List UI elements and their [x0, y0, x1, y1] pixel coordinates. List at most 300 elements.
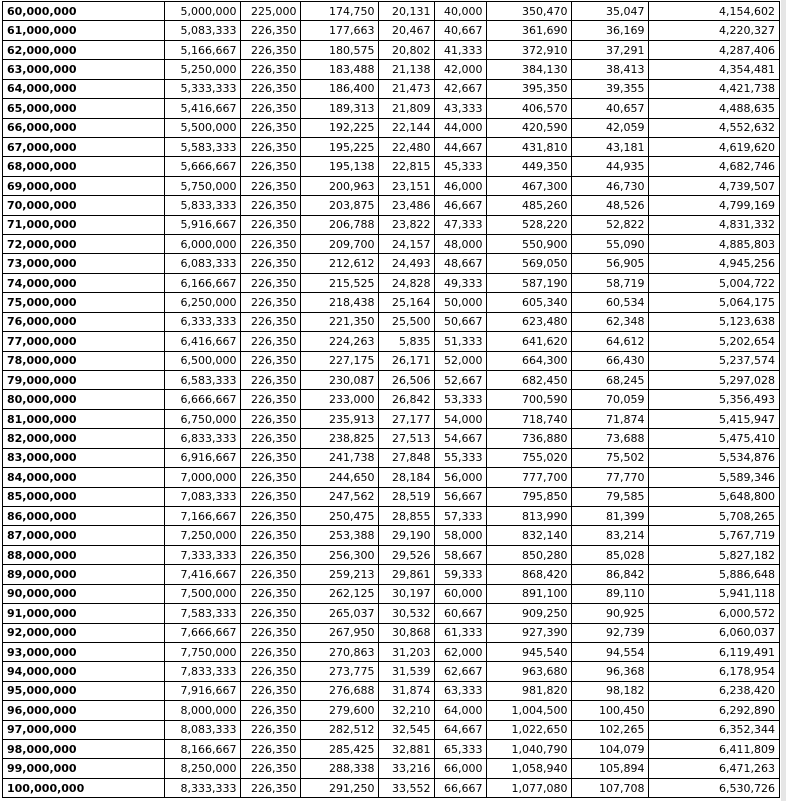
col-5-cell: 29,526	[378, 545, 434, 564]
col-2-cell: 7,916,667	[164, 681, 240, 700]
col-3-cell: 226,350	[240, 137, 300, 156]
col-6-cell: 65,333	[434, 740, 486, 759]
table-row	[3, 642, 779, 661]
col-7-cell: 963,680	[486, 662, 571, 681]
col-2-cell: 7,750,000	[164, 642, 240, 661]
col-7-cell: 868,420	[486, 565, 571, 584]
col-6-cell: 61,333	[434, 623, 486, 642]
col-6-cell: 52,667	[434, 371, 486, 390]
col-5-cell: 32,545	[378, 720, 434, 739]
col-8-cell: 35,047	[571, 2, 648, 21]
col-3-cell: 226,350	[240, 720, 300, 739]
gross-salary-cell: 63,000,000	[3, 60, 164, 79]
table-row	[3, 215, 779, 234]
col-8-cell: 42,059	[571, 118, 648, 137]
col-3-cell: 226,350	[240, 506, 300, 525]
net-amount-cell: 4,421,738	[648, 79, 779, 98]
col-3-cell: 226,350	[240, 662, 300, 681]
net-amount-cell: 5,648,800	[648, 487, 779, 506]
col-4-cell: 247,562	[300, 487, 378, 506]
col-7-cell: 1,058,940	[486, 759, 571, 778]
col-5-cell: 31,874	[378, 681, 434, 700]
col-7-cell: 1,077,080	[486, 778, 571, 797]
col-8-cell: 36,169	[571, 21, 648, 40]
col-6-cell: 62,000	[434, 642, 486, 661]
gross-salary-cell: 86,000,000	[3, 506, 164, 525]
col-3-cell: 226,350	[240, 196, 300, 215]
col-8-cell: 73,688	[571, 429, 648, 448]
col-4-cell: 195,138	[300, 157, 378, 176]
net-amount-cell: 6,238,420	[648, 681, 779, 700]
col-5-cell: 32,210	[378, 701, 434, 720]
col-6-cell: 49,333	[434, 273, 486, 292]
table-row	[3, 448, 779, 467]
net-amount-cell: 6,000,572	[648, 604, 779, 623]
col-2-cell: 6,083,333	[164, 254, 240, 273]
col-2-cell: 8,250,000	[164, 759, 240, 778]
col-5-cell: 24,157	[378, 235, 434, 254]
gross-salary-cell: 74,000,000	[3, 273, 164, 292]
col-6-cell: 64,667	[434, 720, 486, 739]
gross-salary-cell: 77,000,000	[3, 332, 164, 351]
gross-salary-cell: 93,000,000	[3, 642, 164, 661]
col-2-cell: 5,250,000	[164, 60, 240, 79]
gross-salary-cell: 88,000,000	[3, 545, 164, 564]
col-6-cell: 44,667	[434, 137, 486, 156]
col-6-cell: 57,333	[434, 506, 486, 525]
net-amount-cell: 6,060,037	[648, 623, 779, 642]
table-row	[3, 390, 779, 409]
col-7-cell: 981,820	[486, 681, 571, 700]
table-row	[3, 118, 779, 137]
gross-salary-cell: 95,000,000	[3, 681, 164, 700]
col-4-cell: 203,875	[300, 196, 378, 215]
col-6-cell: 41,333	[434, 40, 486, 59]
col-5-cell: 23,486	[378, 196, 434, 215]
col-4-cell: 227,175	[300, 351, 378, 370]
gross-salary-cell: 83,000,000	[3, 448, 164, 467]
gross-salary-cell: 94,000,000	[3, 662, 164, 681]
col-2-cell: 5,666,667	[164, 157, 240, 176]
col-8-cell: 104,079	[571, 740, 648, 759]
col-3-cell: 226,350	[240, 332, 300, 351]
col-2-cell: 5,750,000	[164, 176, 240, 195]
col-3-cell: 226,350	[240, 642, 300, 661]
col-6-cell: 44,000	[434, 118, 486, 137]
col-2-cell: 7,166,667	[164, 506, 240, 525]
col-4-cell: 177,663	[300, 21, 378, 40]
col-8-cell: 85,028	[571, 545, 648, 564]
net-amount-cell: 5,415,947	[648, 409, 779, 428]
col-8-cell: 62,348	[571, 312, 648, 331]
gross-salary-cell: 67,000,000	[3, 137, 164, 156]
col-3-cell: 225,000	[240, 2, 300, 21]
col-7-cell: 569,050	[486, 254, 571, 273]
col-3-cell: 226,350	[240, 487, 300, 506]
col-2-cell: 6,333,333	[164, 312, 240, 331]
col-6-cell: 53,333	[434, 390, 486, 409]
col-4-cell: 250,475	[300, 506, 378, 525]
col-8-cell: 66,430	[571, 351, 648, 370]
gross-salary-cell: 97,000,000	[3, 720, 164, 739]
table-row	[3, 545, 779, 564]
col-4-cell: 282,512	[300, 720, 378, 739]
col-5-cell: 20,802	[378, 40, 434, 59]
col-5-cell: 27,848	[378, 448, 434, 467]
col-6-cell: 51,333	[434, 332, 486, 351]
gross-salary-cell: 91,000,000	[3, 604, 164, 623]
col-7-cell: 1,004,500	[486, 701, 571, 720]
col-6-cell: 50,667	[434, 312, 486, 331]
col-5-cell: 33,552	[378, 778, 434, 797]
col-2-cell: 8,083,333	[164, 720, 240, 739]
gross-salary-cell: 61,000,000	[3, 21, 164, 40]
net-amount-cell: 5,827,182	[648, 545, 779, 564]
col-8-cell: 71,874	[571, 409, 648, 428]
col-5-cell: 26,171	[378, 351, 434, 370]
col-4-cell: 241,738	[300, 448, 378, 467]
col-7-cell: 736,880	[486, 429, 571, 448]
col-4-cell: 174,750	[300, 2, 378, 21]
col-3-cell: 226,350	[240, 293, 300, 312]
col-8-cell: 68,245	[571, 371, 648, 390]
col-5-cell: 24,828	[378, 273, 434, 292]
col-8-cell: 105,894	[571, 759, 648, 778]
col-6-cell: 54,667	[434, 429, 486, 448]
col-7-cell: 700,590	[486, 390, 571, 409]
net-amount-cell: 4,831,332	[648, 215, 779, 234]
gross-salary-cell: 90,000,000	[3, 584, 164, 603]
col-3-cell: 226,350	[240, 623, 300, 642]
col-6-cell: 56,667	[434, 487, 486, 506]
col-3-cell: 226,350	[240, 448, 300, 467]
col-8-cell: 38,413	[571, 60, 648, 79]
col-3-cell: 226,350	[240, 701, 300, 720]
col-5-cell: 20,467	[378, 21, 434, 40]
col-8-cell: 44,935	[571, 157, 648, 176]
gross-salary-cell: 62,000,000	[3, 40, 164, 59]
col-8-cell: 89,110	[571, 584, 648, 603]
gross-salary-cell: 64,000,000	[3, 79, 164, 98]
col-2-cell: 5,416,667	[164, 99, 240, 118]
col-7-cell: 718,740	[486, 409, 571, 428]
col-6-cell: 50,000	[434, 293, 486, 312]
col-4-cell: 195,225	[300, 137, 378, 156]
col-4-cell: 270,863	[300, 642, 378, 661]
col-8-cell: 52,822	[571, 215, 648, 234]
gross-salary-cell: 100,000,000	[3, 778, 164, 797]
col-2-cell: 5,333,333	[164, 79, 240, 98]
col-6-cell: 62,667	[434, 662, 486, 681]
col-7-cell: 361,690	[486, 21, 571, 40]
col-4-cell: 206,788	[300, 215, 378, 234]
net-amount-cell: 5,237,574	[648, 351, 779, 370]
table-row	[3, 351, 779, 370]
table-row	[3, 99, 779, 118]
col-3-cell: 226,350	[240, 429, 300, 448]
col-3-cell: 226,350	[240, 215, 300, 234]
col-2-cell: 6,916,667	[164, 448, 240, 467]
table-row	[3, 371, 779, 390]
col-5-cell: 31,203	[378, 642, 434, 661]
col-8-cell: 107,708	[571, 778, 648, 797]
col-3-cell: 226,350	[240, 176, 300, 195]
table-row	[3, 720, 779, 739]
net-amount-cell: 6,471,263	[648, 759, 779, 778]
table-row	[3, 332, 779, 351]
col-2-cell: 8,166,667	[164, 740, 240, 759]
col-6-cell: 46,667	[434, 196, 486, 215]
col-3-cell: 226,350	[240, 371, 300, 390]
col-6-cell: 64,000	[434, 701, 486, 720]
col-5-cell: 22,480	[378, 137, 434, 156]
col-4-cell: 267,950	[300, 623, 378, 642]
gross-salary-cell: 72,000,000	[3, 235, 164, 254]
col-2-cell: 6,166,667	[164, 273, 240, 292]
col-7-cell: 945,540	[486, 642, 571, 661]
col-2-cell: 8,000,000	[164, 701, 240, 720]
net-amount-cell: 4,945,256	[648, 254, 779, 273]
table-row	[3, 506, 779, 525]
col-7-cell: 813,990	[486, 506, 571, 525]
col-3-cell: 226,350	[240, 157, 300, 176]
col-5-cell: 26,506	[378, 371, 434, 390]
table-row	[3, 293, 779, 312]
gross-salary-cell: 92,000,000	[3, 623, 164, 642]
col-5-cell: 27,177	[378, 409, 434, 428]
col-6-cell: 46,000	[434, 176, 486, 195]
net-amount-cell: 4,552,632	[648, 118, 779, 137]
col-5-cell: 21,138	[378, 60, 434, 79]
col-4-cell: 288,338	[300, 759, 378, 778]
table-row	[3, 60, 779, 79]
col-6-cell: 58,000	[434, 526, 486, 545]
col-7-cell: 528,220	[486, 215, 571, 234]
col-2-cell: 6,833,333	[164, 429, 240, 448]
col-2-cell: 5,166,667	[164, 40, 240, 59]
col-8-cell: 58,719	[571, 273, 648, 292]
table-row	[3, 176, 779, 195]
gross-salary-cell: 69,000,000	[3, 176, 164, 195]
col-4-cell: 273,775	[300, 662, 378, 681]
col-4-cell: 233,000	[300, 390, 378, 409]
col-6-cell: 48,667	[434, 254, 486, 273]
col-2-cell: 5,916,667	[164, 215, 240, 234]
col-4-cell: 186,400	[300, 79, 378, 98]
col-5-cell: 28,519	[378, 487, 434, 506]
col-6-cell: 63,333	[434, 681, 486, 700]
col-2-cell: 6,500,000	[164, 351, 240, 370]
col-8-cell: 92,739	[571, 623, 648, 642]
gross-salary-cell: 79,000,000	[3, 371, 164, 390]
gross-salary-cell: 76,000,000	[3, 312, 164, 331]
net-amount-cell: 4,488,635	[648, 99, 779, 118]
net-amount-cell: 5,941,118	[648, 584, 779, 603]
gross-salary-cell: 98,000,000	[3, 740, 164, 759]
col-8-cell: 37,291	[571, 40, 648, 59]
col-8-cell: 64,612	[571, 332, 648, 351]
col-3-cell: 226,350	[240, 409, 300, 428]
col-8-cell: 83,214	[571, 526, 648, 545]
col-2-cell: 7,000,000	[164, 468, 240, 487]
net-amount-cell: 4,220,327	[648, 21, 779, 40]
table-row	[3, 701, 779, 720]
net-amount-cell: 5,064,175	[648, 293, 779, 312]
col-2-cell: 7,083,333	[164, 487, 240, 506]
col-4-cell: 256,300	[300, 545, 378, 564]
col-5-cell: 26,842	[378, 390, 434, 409]
table-row	[3, 312, 779, 331]
col-8-cell: 70,059	[571, 390, 648, 409]
col-5-cell: 21,809	[378, 99, 434, 118]
col-2-cell: 7,583,333	[164, 604, 240, 623]
col-3-cell: 226,350	[240, 254, 300, 273]
col-7-cell: 664,300	[486, 351, 571, 370]
col-5-cell: 20,131	[378, 2, 434, 21]
net-amount-cell: 4,885,803	[648, 235, 779, 254]
table-row	[3, 2, 779, 21]
col-2-cell: 6,000,000	[164, 235, 240, 254]
col-6-cell: 52,000	[434, 351, 486, 370]
col-2-cell: 7,250,000	[164, 526, 240, 545]
col-3-cell: 226,350	[240, 118, 300, 137]
col-2-cell: 5,000,000	[164, 2, 240, 21]
table-row	[3, 409, 779, 428]
net-amount-cell: 5,123,638	[648, 312, 779, 331]
col-3-cell: 226,350	[240, 468, 300, 487]
col-3-cell: 226,350	[240, 273, 300, 292]
col-4-cell: 235,913	[300, 409, 378, 428]
col-2-cell: 8,333,333	[164, 778, 240, 797]
col-3-cell: 226,350	[240, 759, 300, 778]
col-4-cell: 238,825	[300, 429, 378, 448]
col-2-cell: 6,416,667	[164, 332, 240, 351]
net-amount-cell: 5,297,028	[648, 371, 779, 390]
col-5-cell: 27,513	[378, 429, 434, 448]
col-5-cell: 25,164	[378, 293, 434, 312]
table-row	[3, 137, 779, 156]
col-6-cell: 43,333	[434, 99, 486, 118]
col-5-cell: 23,151	[378, 176, 434, 195]
col-5-cell: 22,144	[378, 118, 434, 137]
col-6-cell: 42,667	[434, 79, 486, 98]
col-3-cell: 226,350	[240, 40, 300, 59]
col-8-cell: 46,730	[571, 176, 648, 195]
net-amount-cell: 4,682,746	[648, 157, 779, 176]
col-5-cell: 30,532	[378, 604, 434, 623]
col-6-cell: 66,667	[434, 778, 486, 797]
col-4-cell: 192,225	[300, 118, 378, 137]
col-7-cell: 431,810	[486, 137, 571, 156]
table-row	[3, 681, 779, 700]
col-8-cell: 43,181	[571, 137, 648, 156]
col-7-cell: 850,280	[486, 545, 571, 564]
col-7-cell: 682,450	[486, 371, 571, 390]
col-5-cell: 25,500	[378, 312, 434, 331]
table-body	[3, 2, 779, 797]
salary-table	[3, 2, 779, 797]
col-7-cell: 605,340	[486, 293, 571, 312]
gross-salary-cell: 71,000,000	[3, 215, 164, 234]
net-amount-cell: 4,354,481	[648, 60, 779, 79]
col-5-cell: 30,197	[378, 584, 434, 603]
net-amount-cell: 6,530,726	[648, 778, 779, 797]
net-amount-cell: 5,534,876	[648, 448, 779, 467]
col-7-cell: 641,620	[486, 332, 571, 351]
col-3-cell: 226,350	[240, 681, 300, 700]
table-row	[3, 235, 779, 254]
col-6-cell: 45,333	[434, 157, 486, 176]
col-4-cell: 212,612	[300, 254, 378, 273]
col-5-cell: 29,861	[378, 565, 434, 584]
salary-table-panel	[2, 1, 780, 798]
gross-salary-cell: 96,000,000	[3, 701, 164, 720]
table-row	[3, 21, 779, 40]
col-6-cell: 56,000	[434, 468, 486, 487]
col-3-cell: 226,350	[240, 235, 300, 254]
col-5-cell: 21,473	[378, 79, 434, 98]
col-3-cell: 226,350	[240, 351, 300, 370]
table-row	[3, 623, 779, 642]
table-row	[3, 40, 779, 59]
table-row	[3, 79, 779, 98]
col-5-cell: 23,822	[378, 215, 434, 234]
col-5-cell: 33,216	[378, 759, 434, 778]
net-amount-cell: 4,739,507	[648, 176, 779, 195]
table-row	[3, 429, 779, 448]
col-8-cell: 81,399	[571, 506, 648, 525]
table-row	[3, 196, 779, 215]
col-2-cell: 5,583,333	[164, 137, 240, 156]
col-4-cell: 291,250	[300, 778, 378, 797]
col-8-cell: 48,526	[571, 196, 648, 215]
col-4-cell: 253,388	[300, 526, 378, 545]
table-row	[3, 759, 779, 778]
col-2-cell: 7,833,333	[164, 662, 240, 681]
col-6-cell: 60,000	[434, 584, 486, 603]
gross-salary-cell: 80,000,000	[3, 390, 164, 409]
col-5-cell: 24,493	[378, 254, 434, 273]
col-7-cell: 395,350	[486, 79, 571, 98]
table-row	[3, 468, 779, 487]
net-amount-cell: 4,799,169	[648, 196, 779, 215]
net-amount-cell: 5,886,648	[648, 565, 779, 584]
net-amount-cell: 5,004,722	[648, 273, 779, 292]
gross-salary-cell: 78,000,000	[3, 351, 164, 370]
table-row	[3, 526, 779, 545]
net-amount-cell: 5,202,654	[648, 332, 779, 351]
table-row	[3, 487, 779, 506]
table-row	[3, 778, 779, 797]
col-2-cell: 7,500,000	[164, 584, 240, 603]
gross-salary-cell: 99,000,000	[3, 759, 164, 778]
col-4-cell: 221,350	[300, 312, 378, 331]
col-5-cell: 29,190	[378, 526, 434, 545]
col-2-cell: 7,416,667	[164, 565, 240, 584]
col-8-cell: 75,502	[571, 448, 648, 467]
net-amount-cell: 4,154,602	[648, 2, 779, 21]
net-amount-cell: 6,119,491	[648, 642, 779, 661]
col-6-cell: 60,667	[434, 604, 486, 623]
table-row	[3, 157, 779, 176]
col-4-cell: 215,525	[300, 273, 378, 292]
col-6-cell: 48,000	[434, 235, 486, 254]
col-7-cell: 832,140	[486, 526, 571, 545]
col-5-cell: 5,835	[378, 332, 434, 351]
col-5-cell: 28,855	[378, 506, 434, 525]
col-6-cell: 55,333	[434, 448, 486, 467]
col-2-cell: 7,666,667	[164, 623, 240, 642]
